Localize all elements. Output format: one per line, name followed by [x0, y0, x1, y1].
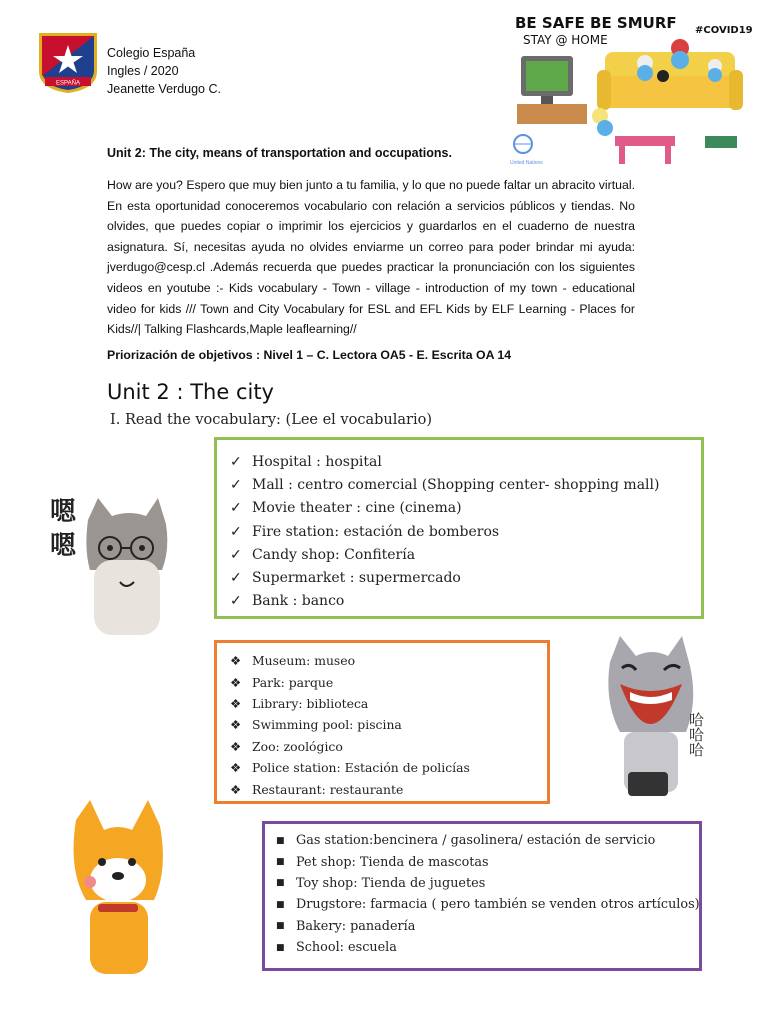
list-item: ❖ Zoo: zoológico [230, 738, 343, 754]
check-icon: ✓ [230, 546, 242, 563]
list-item: ✓ Movie theater : cine (cinema) [230, 500, 462, 517]
school-crest-logo [37, 31, 99, 95]
list-item: ■ Toy shop: Tienda de juguetes [276, 875, 486, 891]
objectives-priority: Priorización de objetivos : Nivel 1 – C. Lectora OA5 - E. Escrita OA 14 [107, 348, 512, 362]
poster-line2: STAY @ HOME [523, 33, 608, 47]
list-item: ✓ Supermarket : supermercado [230, 570, 461, 587]
poster-line1: BE SAFE BE SMURF [515, 14, 677, 32]
list-item: ✓ Hospital : hospital [230, 453, 382, 470]
diamond-icon: ❖ [230, 717, 242, 733]
list-item: ❖ Park: parque [230, 674, 334, 690]
square-bullet-icon: ■ [276, 899, 285, 910]
svg-text:嗯: 嗯 [50, 497, 77, 527]
header-info [107, 44, 221, 98]
list-item: ■ School: escuela [276, 940, 397, 956]
read-instruction: I. Read the vocabulary: (Lee el vocabulario) [110, 412, 432, 428]
covid-poster-illustration [505, 8, 753, 178]
school-name: Colegio España [107, 46, 196, 60]
list-item: ■ Pet shop: Tienda de mascotas [276, 854, 489, 870]
crest-label: ESPAÑA [56, 80, 80, 87]
list-item: ■ Gas station:bencinera / gasolinera/ estación de servicio [276, 833, 656, 849]
list-item: ✓ Mall : centro comercial (Shopping center- shopping mall) [230, 476, 660, 493]
square-bullet-icon: ■ [276, 857, 285, 868]
poster-tag: #COVID19 [695, 25, 753, 36]
svg-text:嗯: 嗯 [50, 531, 77, 561]
vocab-list-2 [230, 650, 470, 800]
list-item: ✓ Bank : banco [230, 593, 345, 610]
square-bullet-icon: ■ [276, 921, 285, 932]
list-item: ✓ Candy shop: Confitería [230, 546, 416, 563]
vocab-list-3 [276, 830, 700, 958]
diamond-icon: ❖ [230, 674, 242, 690]
check-icon: ✓ [230, 500, 242, 517]
square-bullet-icon: ■ [276, 942, 285, 953]
dog-illustration [68, 800, 168, 980]
diamond-icon: ❖ [230, 781, 242, 797]
diamond-icon: ❖ [230, 738, 242, 754]
check-icon: ✓ [230, 570, 242, 587]
diamond-icon: ❖ [230, 695, 242, 711]
list-item: ❖ Library: biblioteca [230, 695, 369, 711]
list-item: ■ Bakery: panadería [276, 918, 416, 934]
subject-year: Ingles / 2020 [107, 64, 179, 78]
square-bullet-icon: ■ [276, 835, 285, 846]
unit-heading: Unit 2: The city, means of transportation and occupations. [107, 146, 452, 160]
diamond-icon: ❖ [230, 653, 242, 669]
check-icon: ✓ [230, 476, 242, 493]
cat-glasses-illustration [50, 490, 170, 635]
svg-text:哈哈哈: 哈哈哈 [687, 712, 705, 757]
list-item: ❖ Museum: museo [230, 653, 356, 669]
check-icon: ✓ [230, 453, 242, 470]
list-item: ❖ Swimming pool: piscina [230, 717, 402, 733]
list-item: ❖ Police station: Estación de policías [230, 760, 470, 776]
teacher-name: Jeanette Verdugo C. [107, 82, 221, 96]
cat-laughing-illustration [590, 632, 720, 807]
list-item: ✓ Fire station: estación de bomberos [230, 523, 500, 540]
vocab-list-1 [230, 450, 659, 613]
list-item: ■ Drugstore: farmacia ( pero también se venden otros artículos) [276, 897, 700, 913]
check-icon: ✓ [230, 523, 242, 540]
list-item: ❖ Restaurant: restaurante [230, 781, 404, 797]
check-icon: ✓ [230, 593, 242, 610]
square-bullet-icon: ■ [276, 878, 285, 889]
intro-paragraph: How are you? Espero que muy bien junto a tu familia, y lo que no puede faltar un abracito virtual. En esta oportunidad conoceremos vocabulario con relación a servicios públicos y tiendas. No olvides, que puedes copiar o imprimir los ejercicios y guardarlos en el cuaderno de nuestra asignatura. Sí, necesitas ayuda no olvides enviarme un correo para poder brindar mi ayuda: jverdugo@cesp.cl .Además recuerda que puedes practicar la pronunciación con los siguientes videos en youtube :- Kids vocabulary - Town - village - introduction of my town - educational video for kids /// Town and City Vocabulary for ESL and EFL Kids by ELF Learning - Places for Kids//| Talking Flashcards,Maple leaflearning// [107, 178, 635, 337]
un-label: United Nations [510, 160, 543, 166]
section-title: Unit 2 : The city [107, 380, 274, 404]
diamond-icon: ❖ [230, 760, 242, 776]
